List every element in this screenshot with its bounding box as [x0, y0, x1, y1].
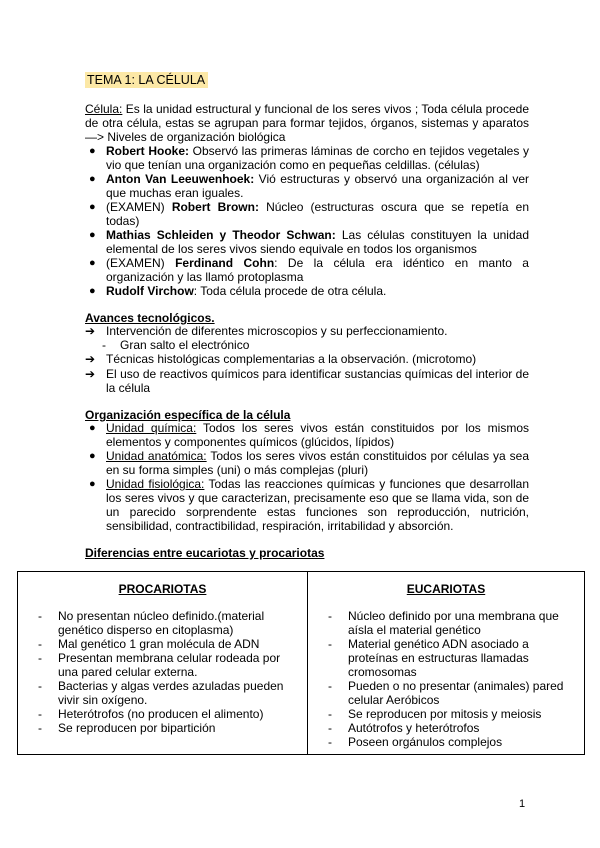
- list-item: - Heterótrofos (no producen el alimento): [38, 707, 264, 721]
- list-item: - Presentan membrana celular rodeada por una pared celular externa.: [38, 651, 281, 679]
- procariotas-header: PROCARIOTAS: [118, 582, 207, 596]
- bullet-icon: ●: [89, 229, 96, 241]
- list-item: ● Unidad química: Todos los seres vivos están constituidos por los mismos elementos y componentes químicos (glúcidos, lípidos): [89, 421, 530, 449]
- bullet-icon: ●: [89, 285, 96, 297]
- list-item: ● (EXAMEN) Robert Brown: Núcleo (estructuras oscura que se repetía en todas): [89, 200, 529, 228]
- eucariotas-column: [308, 572, 584, 754]
- list-item: - Mal genético 1 gran molécula de ADN: [38, 637, 260, 651]
- eucariotas-header: EUCARIOTAS: [406, 582, 486, 596]
- list-item: ➔ Técnicas histológicas complementarias a la observación. (microtomo): [85, 352, 477, 366]
- organization-heading: Organización específica de la célula: [85, 408, 291, 422]
- list-item: ● Anton Van Leeuwenhoek: Vió estructuras y observó una organización al ver que muchas eran iguales.: [89, 172, 530, 200]
- differences-heading: Diferencias entre eucariotas y procariotas: [85, 546, 325, 560]
- arrow-right-icon: ➔: [85, 367, 96, 381]
- list-item: - Núcleo definido por una membrana que aísla el material genético: [328, 609, 559, 637]
- bullet-icon: ●: [89, 173, 96, 185]
- procariotas-column: [18, 572, 308, 754]
- arrow-right-icon: ➔: [85, 352, 96, 366]
- intro-label: Célula:: [85, 102, 123, 116]
- list-item: - No presentan núcleo definido.(material genético disperso en citoplasma): [38, 609, 265, 637]
- list-item: ● Unidad anatómica: Todos los seres vivos están constituidos por células ya sea en su forma simples (uni) o más complejas (pluri): [89, 449, 529, 477]
- list-item: - Bacterias y algas verdes azuladas pueden vivir sin oxígeno.: [38, 679, 284, 707]
- bullet-icon: ●: [89, 422, 96, 434]
- bullet-icon: ●: [89, 145, 96, 157]
- procariotas-list: [38, 609, 298, 735]
- list-item: - Poseen orgánulos complejos: [328, 735, 503, 749]
- eucariotas-list: [328, 609, 576, 749]
- bullet-icon: ●: [89, 257, 96, 269]
- list-item: ➔ Intervención de diferentes microscopios y su perfeccionamiento.: [85, 324, 448, 338]
- arrow-right-icon: ➔: [85, 324, 96, 338]
- list-item: ➔ El uso de reactivos químicos para identificar sustancias químicas del interior de la célula: [85, 367, 529, 395]
- scientists-list: [85, 144, 529, 298]
- list-item: - Se reproducen por mitosis y meiosis: [328, 707, 542, 721]
- list-item: ● Unidad fisiológica: Todas las reacciones químicas y funciones que desarrollan los seres vivos y que caracterizan, precisamente eso que se llama vida, son de un parecido sorprendente estas funciones son reproducción, nutrición, sensibilidad, contractibilidad, respiración, irritabilidad y absorción.: [89, 477, 529, 533]
- organization-list: [85, 421, 529, 533]
- sub-list-item: - Gran salto el electrónico: [102, 338, 250, 352]
- list-item: - Material genético ADN asociado a proteínas en estructuras llamadas cromosomas: [328, 637, 529, 679]
- list-item: - Se reproducen por bipartición: [38, 721, 216, 735]
- list-item: ● Mathias Schleiden y Theodor Schwan: Las células constituyen la unidad elemental de los seres vivos siendo equivale en todos los organismos: [89, 228, 529, 256]
- list-item: ● Robert Hooke: Observó las primeras láminas de corcho en tejidos vegetales y vio que tenían una organización como en pequeñas celdillas. (células): [89, 144, 530, 172]
- list-item: - Autótrofos y heterótrofos: [328, 721, 480, 735]
- advances-heading: Avances tecnológicos.: [85, 311, 215, 325]
- bullet-icon: ●: [89, 450, 96, 462]
- intro-text: Es la unidad estructural y funcional de los seres vivos ; Toda célula procede de otra célula, estas se agrupan para formar tejidos, órganos, sistemas y aparatos —> Niveles de organización biológica: [85, 102, 529, 144]
- list-item: - Pueden o no presentar (animales) pared celular Aeróbicos: [328, 679, 564, 707]
- intro-paragraph: [85, 102, 529, 144]
- list-item: ● (EXAMEN) Ferdinand Cohn: De la célula era idéntico en manto a organización y las llamó protoplasma: [89, 256, 529, 284]
- page-number: 1: [519, 798, 526, 810]
- bullet-icon: ●: [89, 478, 96, 490]
- list-item: ● Rudolf Virchow: Toda célula procede de otra célula.: [89, 284, 387, 298]
- comparison-table: [17, 571, 585, 755]
- bullet-icon: ●: [89, 201, 96, 213]
- page-title: TEMA 1: LA CÉLULA: [85, 72, 208, 88]
